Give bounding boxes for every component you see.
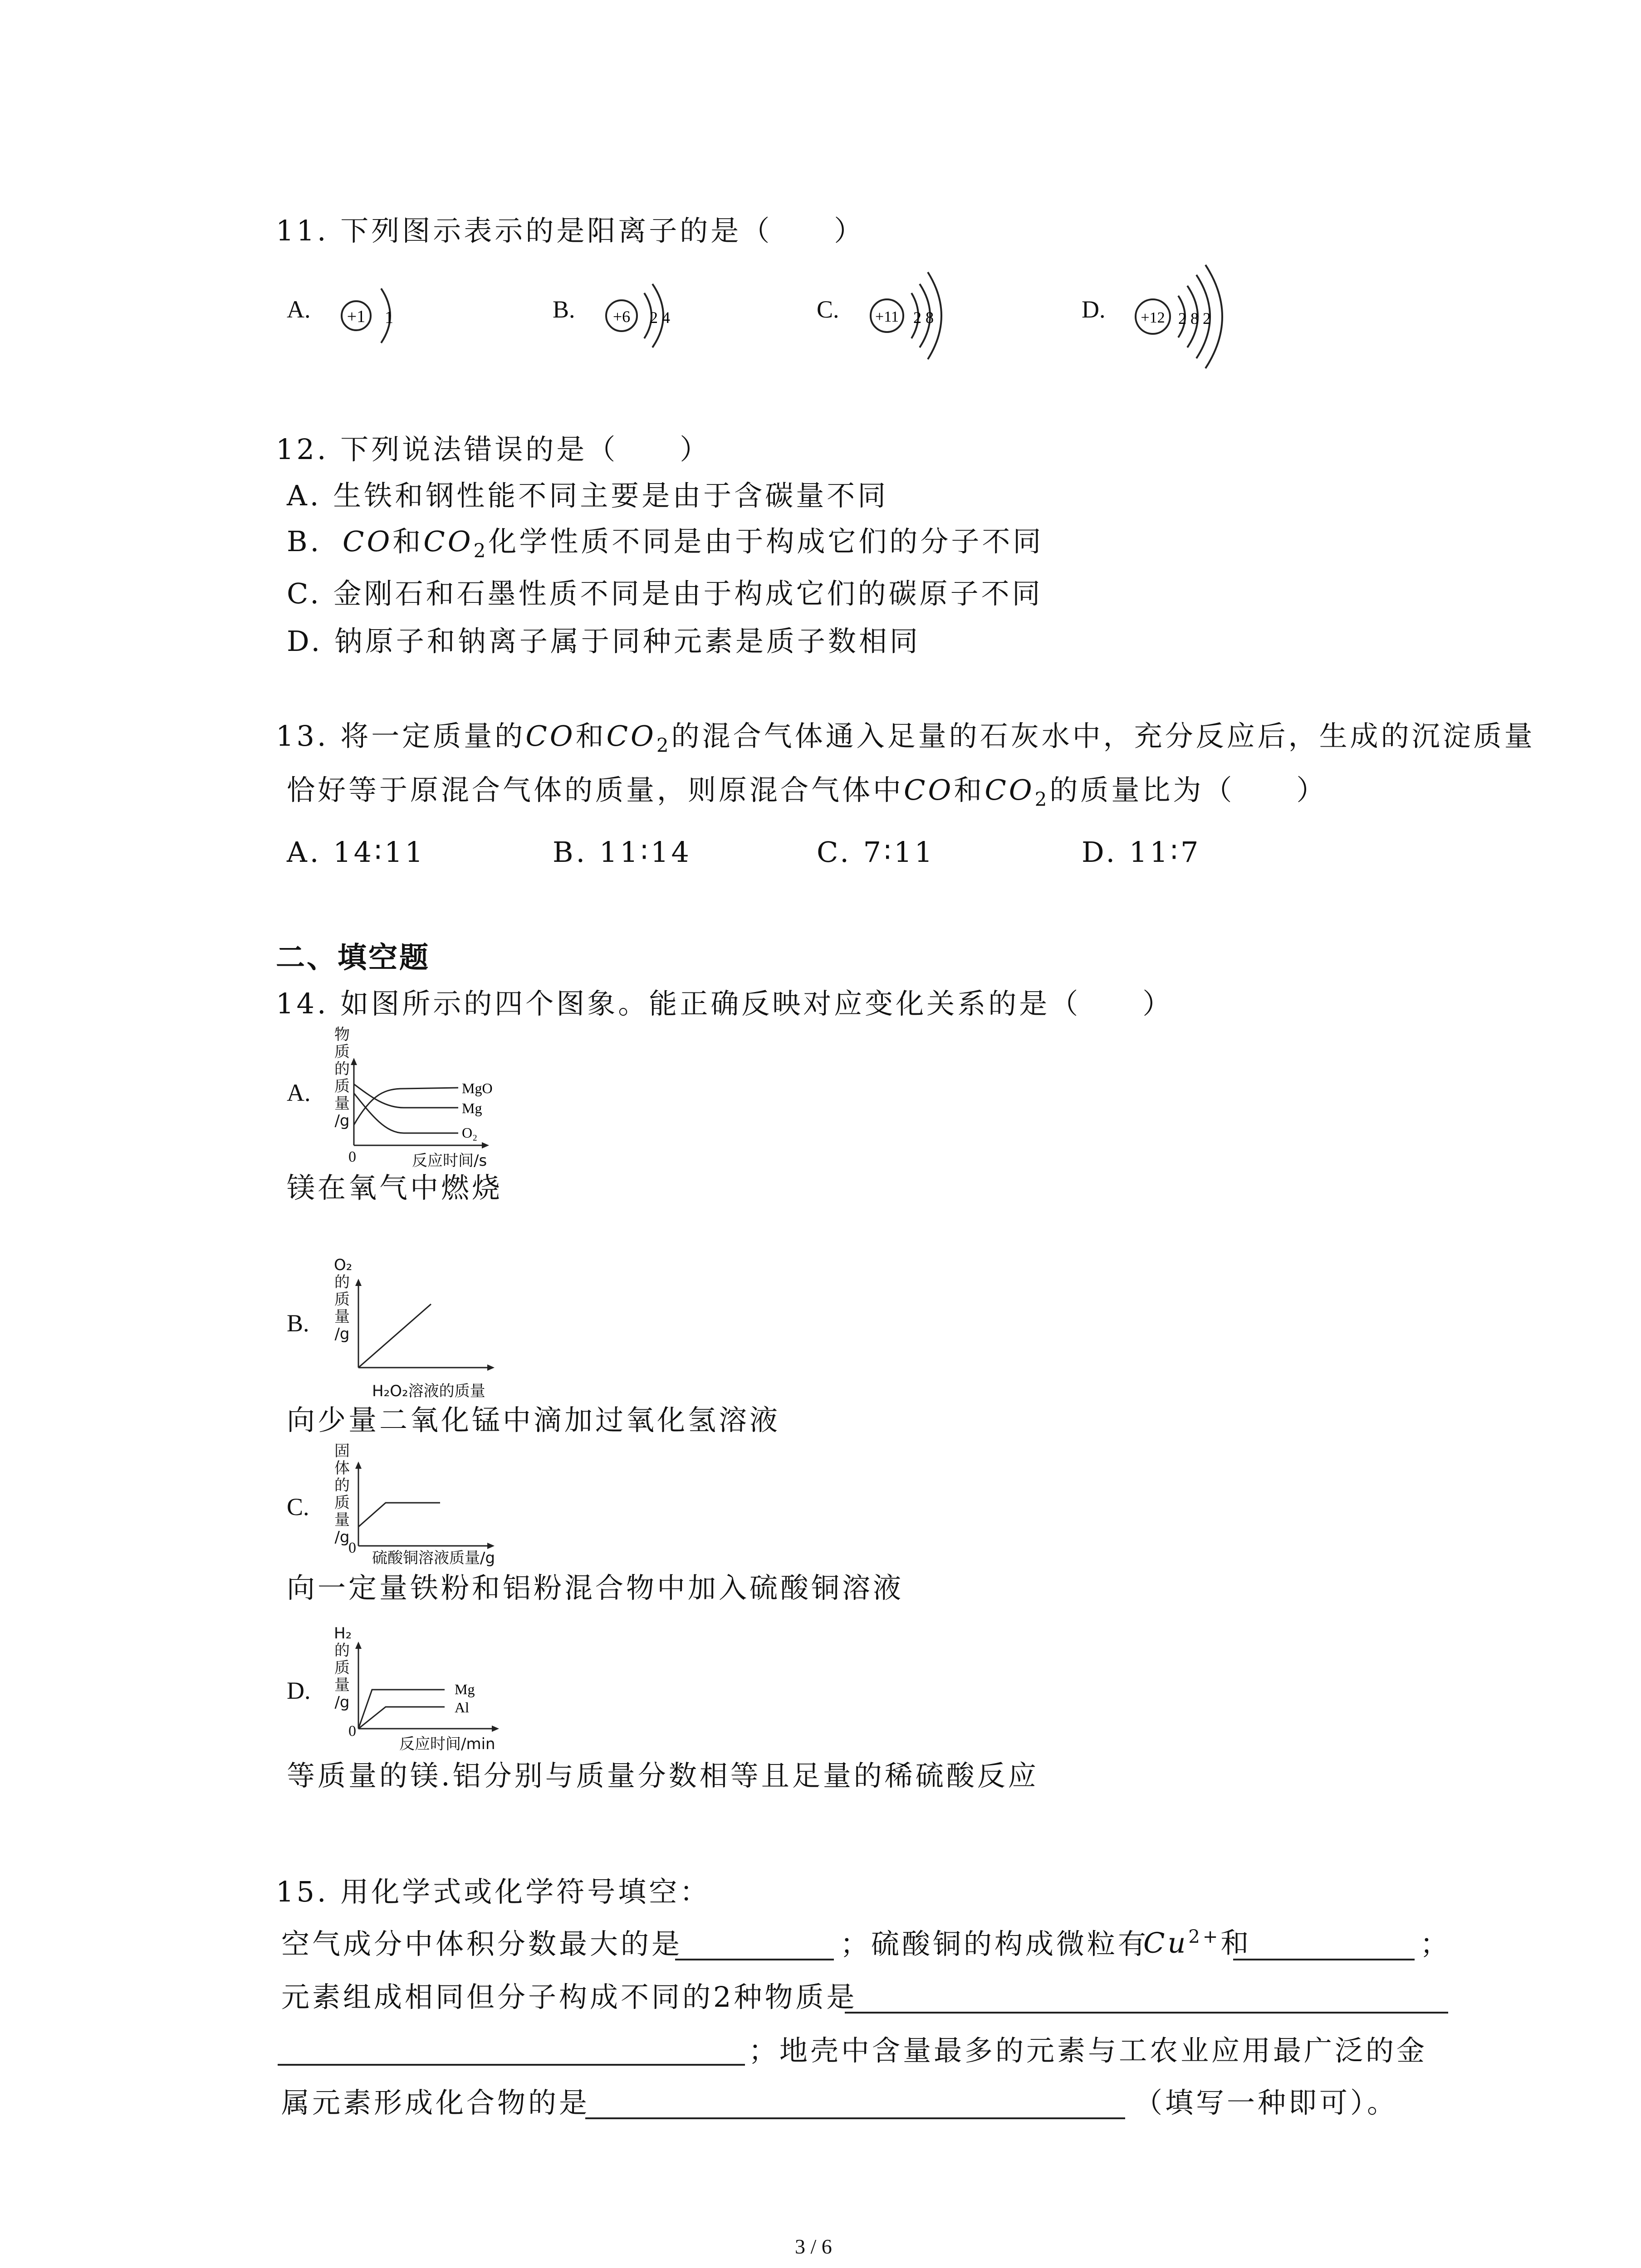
answer-blank-3[interactable] [845, 2012, 1448, 2014]
series-label-al: Al [455, 1699, 469, 1716]
q11-c-shells: 2 8 [913, 308, 934, 327]
ylabel-char: 质 [334, 1077, 350, 1095]
q15-line4a: 属元素形成化合物的是 [281, 2086, 590, 2119]
ylabel-char: 体 [334, 1459, 350, 1477]
q14-b-label: B. [287, 1310, 309, 1337]
q15-line1-formula [1143, 1926, 1252, 1960]
ylabel-char: /g [334, 1528, 350, 1546]
q15-he: 和 [1220, 1926, 1252, 1960]
q14-d-graph [354, 1640, 508, 1744]
q14-a-label: A. [287, 1079, 311, 1106]
ylabel-char: 的 [334, 1476, 350, 1495]
ylabel-char: 固 [334, 1442, 350, 1460]
q11-a-nucleus: +1 [347, 307, 366, 326]
q11-option-b-label: B. [553, 296, 575, 323]
series-label-mg: Mg [455, 1681, 475, 1697]
ylabel-char: 量 [334, 1308, 350, 1326]
q14-a-origin: 0 [348, 1149, 356, 1165]
q12-option-d: D. 钠原子和钠离子属于同种元素是质子数相同 [287, 625, 921, 658]
ylabel-char: /g [334, 1325, 350, 1343]
q13-line2 [287, 773, 1327, 811]
q15-line3: ；地壳中含量最多的元素与工农业应用最广泛的金 [749, 2034, 1428, 2067]
answer-blank-2[interactable] [1233, 1959, 1415, 1960]
series-label-mgo: MgO [462, 1080, 493, 1096]
q15-line4b: （填写一种即可）。 [1134, 2086, 1398, 2119]
formula-co2: CO [985, 773, 1035, 807]
ylabel-char: O₂ [334, 1256, 353, 1274]
q12-stem: 12. 下列说法错误的是（ ） [276, 433, 711, 466]
answer-blank-4[interactable] [585, 2117, 1125, 2119]
q14-d-origin: 0 [348, 1723, 356, 1740]
q11-option-d-diagram [1127, 259, 1245, 372]
q14-d-label: D. [287, 1677, 311, 1704]
q12-option-c: C. 金刚石和石墨性质不同是由于构成它们的碳原子不同 [287, 577, 1043, 610]
q13-line1 [276, 719, 1535, 757]
q14-a-graph [345, 1057, 517, 1161]
q15-stem: 15. 用化学式或化学符号填空： [276, 1875, 711, 1908]
q11-a-shells: 1 [385, 308, 393, 327]
q11-option-d-label: D. [1082, 296, 1106, 323]
q14-b-graph [354, 1277, 499, 1381]
ylabel-char: 量 [334, 1095, 350, 1113]
q11-option-c-diagram [864, 259, 969, 367]
q11-stem: 11. 下列图示表示的是阳离子的是（ ） [276, 214, 865, 247]
q11-option-b-diagram [599, 272, 699, 363]
q13-option-b: B. 11∶14 [553, 836, 692, 869]
ylabel-char: 物 [334, 1026, 350, 1044]
q13-line1-a: 13. 将一定质量的 [276, 719, 526, 753]
ylabel-char: 的 [334, 1273, 350, 1291]
ylabel-char: /g [334, 1112, 350, 1130]
formula-co: CO [525, 719, 576, 753]
series-label-mg: Mg [462, 1100, 482, 1116]
q11-b-shells: 2 4 [650, 308, 670, 327]
q14-c-caption: 向一定量铁粉和铝粉混合物中加入硫酸铜溶液 [287, 1571, 904, 1604]
q12-option-b [287, 525, 1044, 562]
q15-line1-end: ； [1420, 1927, 1451, 1960]
formula-co2-sub: 2 [473, 539, 489, 562]
q13-line2-a: 恰好等于原混合气体的质量，则原混合气体中 [287, 773, 904, 807]
section-title: 二、填空题 [276, 941, 430, 975]
q13-line1-b: 的混合气体通入足量的石灰水中，充分反应后，生成的沉淀质量 [671, 719, 1535, 753]
q14-d-ylabel [334, 1625, 350, 1711]
q13-option-c: C. 7∶11 [817, 836, 936, 869]
ylabel-char: 量 [334, 1676, 350, 1694]
series-label-o2: O₂ [462, 1124, 478, 1141]
q14-c-origin: 0 [348, 1540, 356, 1556]
ylabel-char: 质 [334, 1494, 350, 1512]
q15-line2: 元素组成相同但分子构成不同的2种物质是 [281, 1980, 857, 2014]
q14-b-caption: 向少量二氧化锰中滴加过氧化氢溶液 [287, 1403, 781, 1437]
formula-co2-sub: 2 [656, 734, 671, 757]
ylabel-char: 的 [334, 1642, 350, 1660]
q14-a-xlabel: 反应时间/s [412, 1152, 487, 1170]
ylabel-char: 质 [334, 1043, 350, 1061]
q14-stem: 14. 如图所示的四个图象。能正确反映对应变化关系的是（ ） [276, 987, 1174, 1020]
formula-co: CO [343, 525, 393, 558]
answer-blank-3-cont[interactable] [278, 2064, 745, 2066]
ylabel-char: 质 [334, 1290, 350, 1309]
q14-b-ylabel [334, 1256, 353, 1343]
page-number: 3 / 6 [795, 2235, 832, 2258]
q13-line2-b: 的质量比为（ ） [1049, 773, 1327, 807]
q11-c-nucleus: +11 [875, 308, 899, 325]
answer-blank-1[interactable] [675, 1959, 834, 1960]
q13-option-a: A. 14∶11 [287, 836, 426, 869]
q13-he: 和 [954, 773, 985, 807]
ylabel-char: /g [334, 1693, 350, 1711]
formula-cu-charge: 2+ [1188, 1926, 1221, 1947]
ylabel-char: H₂ [334, 1624, 352, 1642]
formula-cu: Cu [1143, 1926, 1189, 1960]
q14-b-xlabel: H₂O₂溶液的质量 [372, 1382, 485, 1400]
q11-d-nucleus: +12 [1141, 309, 1165, 326]
q14-d-caption: 等质量的镁.铝分别与质量分数相等且足量的稀硫酸反应 [287, 1759, 1039, 1792]
formula-co2: CO [606, 719, 656, 753]
formula-co2-sub: 2 [1034, 788, 1050, 811]
q12-option-b-rest: 化学性质不同是由于构成它们的分子不同 [488, 525, 1044, 558]
q11-option-a-label: A. [287, 296, 311, 323]
q14-c-label: C. [287, 1493, 309, 1520]
q13-option-d: D. 11∶7 [1082, 836, 1201, 869]
q11-option-c-label: C. [817, 296, 839, 323]
q14-c-graph [354, 1460, 499, 1559]
q12-he: 和 [392, 525, 424, 558]
q15-line1a: 空气成分中体积分数最大的是 [281, 1927, 683, 1960]
q11-option-a-diagram [336, 272, 408, 363]
q14-a-caption: 镁在氧气中燃烧 [287, 1171, 503, 1204]
q14-c-xlabel: 硫酸铜溶液质量/g [372, 1549, 495, 1567]
q11-d-shells: 2 8 2 [1178, 309, 1211, 327]
q14-d-xlabel: 反应时间/min [399, 1735, 495, 1753]
q14-c-ylabel [334, 1442, 350, 1546]
ylabel-char: 量 [334, 1511, 350, 1529]
formula-co: CO [904, 773, 954, 807]
q13-he: 和 [575, 719, 607, 753]
ylabel-char: 的 [334, 1060, 350, 1078]
ylabel-char: 质 [334, 1659, 350, 1677]
q12-option-a: A. 生铁和钢性能不同主要是由于含碳量不同 [287, 479, 889, 512]
q12-option-b-label: B. [287, 525, 322, 558]
q11-b-nucleus: +6 [612, 308, 631, 326]
formula-co2: CO [423, 525, 474, 558]
q15-line1b: ；硫酸铜的构成微粒有 [840, 1927, 1149, 1960]
